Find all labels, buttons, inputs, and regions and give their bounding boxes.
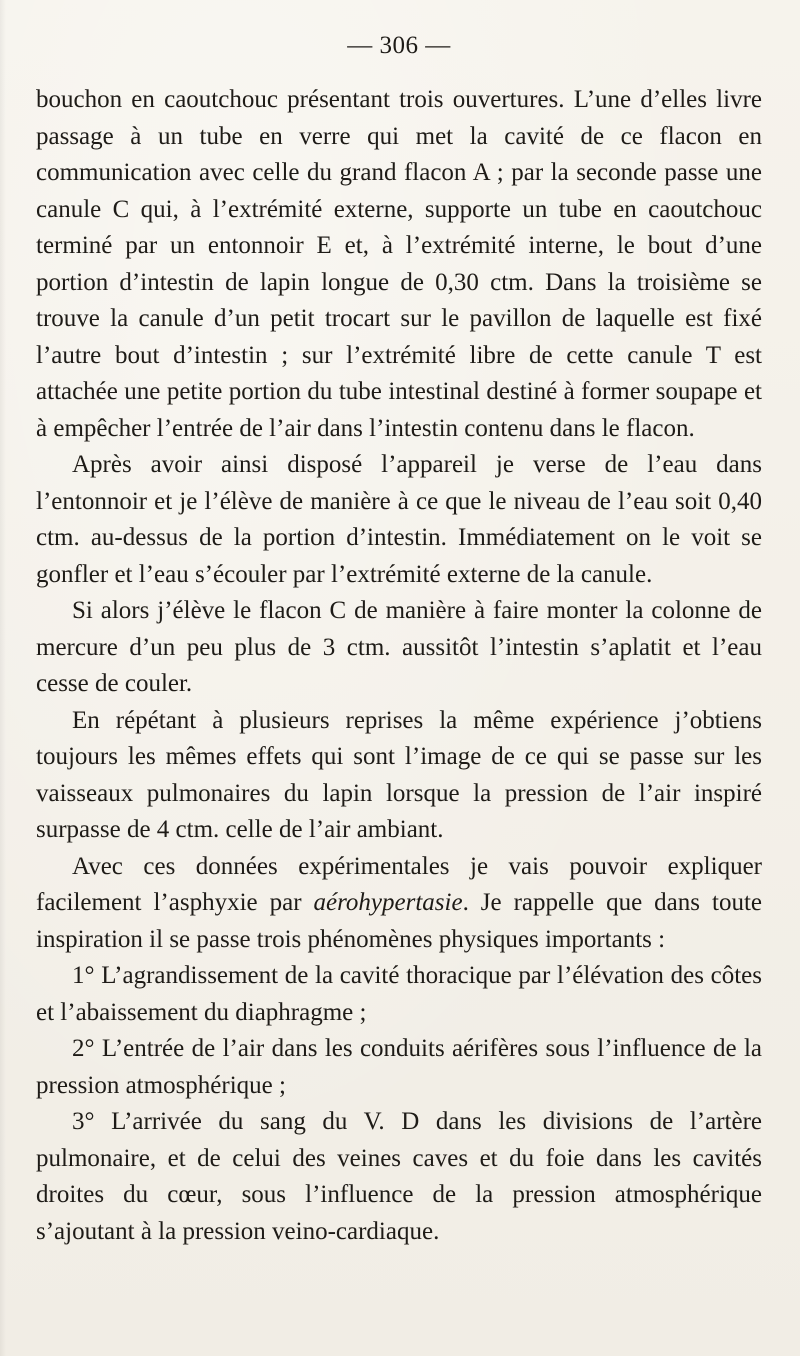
paragraph-repeated-experiment: En répétant à plusieurs reprises la même expérience j’obtiens toujours les mêmes effets qui sont l’image de ce qui se passe sur les vaisseaux pulmonaires du lapin lorsque la pression de l’air inspiré surpasse de 4 ctm. celle de l’air ambiant. bbox=[36, 706, 762, 843]
page-edge-shadow bbox=[0, 0, 6, 1356]
list-item-thoracic-enlargement: 1° L’agrandissement de la cavité thoracique par l’élévation des côtes et l’abaissement du diaphragme ; bbox=[36, 962, 762, 1026]
paragraph-text-after: . Je rappelle que dans toute inspiration il se passe trois phénomènes physiques importants : bbox=[36, 889, 762, 953]
paragraph-water-experiment: Après avoir ainsi disposé l’appareil je verse de l’eau dans l’entonnoir et je l’élève de manière à ce que le niveau de l’eau soit 0,40 ctm. au-dessus de la portion d’intestin. Immédiatement on le voit se gonfler et l’eau s’écouler par l’extrémité externe de la canule. bbox=[36, 451, 762, 588]
page-number: — 306 — bbox=[347, 32, 451, 59]
paragraph-text-before: Avec ces données expérimentales je vais pouvoir expliquer facilement l’asphyxie par bbox=[36, 852, 762, 916]
paragraph-mercury-column: Si alors j’élève le flacon C de manière à faire monter la colonne de mercure d’un peu plus de 3 ctm. aussitôt l’intestin s’aplatit et l’eau cesse de couler. bbox=[36, 597, 762, 697]
paragraph-asphyxia-explanation bbox=[36, 849, 762, 959]
emphasized-term: aérohypertasie bbox=[313, 889, 463, 916]
paragraph-apparatus-description: bouchon en caoutchouc présentant trois ouvertures. L’une d’elles livre passage à un tube en verre qui met la cavité de ce flacon en communication avec celle du grand flacon A ; par la seconde passe une canule C qui, à l’extrémité externe, supporte un tube en caoutchouc terminé par un entonnoir E et, à l’extrémité interne, le bout d’une portion d’intestin de lapin longue de 0,30 ctm. Dans la troisième se trouve la canule d’un petit trocart sur le pavillon de laquelle est fixé l’autre bout d’intestin ; sur l’extrémité libre de cette canule T est attachée une petite portion du tube intestinal destiné à former soupape et à empêcher l’entrée de l’air dans l’intestin contenu dans le flacon. bbox=[36, 86, 762, 442]
list-item-blood-arrival: 3° L’arrivée du sang du V. D dans les divisions de l’artère pulmonaire, et de celui des veines caves et du foie dans les cavités droites du cœur, sous l’influence de la pression atmosphérique s’ajoutant à la pression veino-cardiaque. bbox=[36, 1108, 762, 1245]
list-item-air-entry: 2° L’entrée de l’air dans les conduits aérifères sous l’influence de la pression atmosphérique ; bbox=[36, 1035, 762, 1099]
